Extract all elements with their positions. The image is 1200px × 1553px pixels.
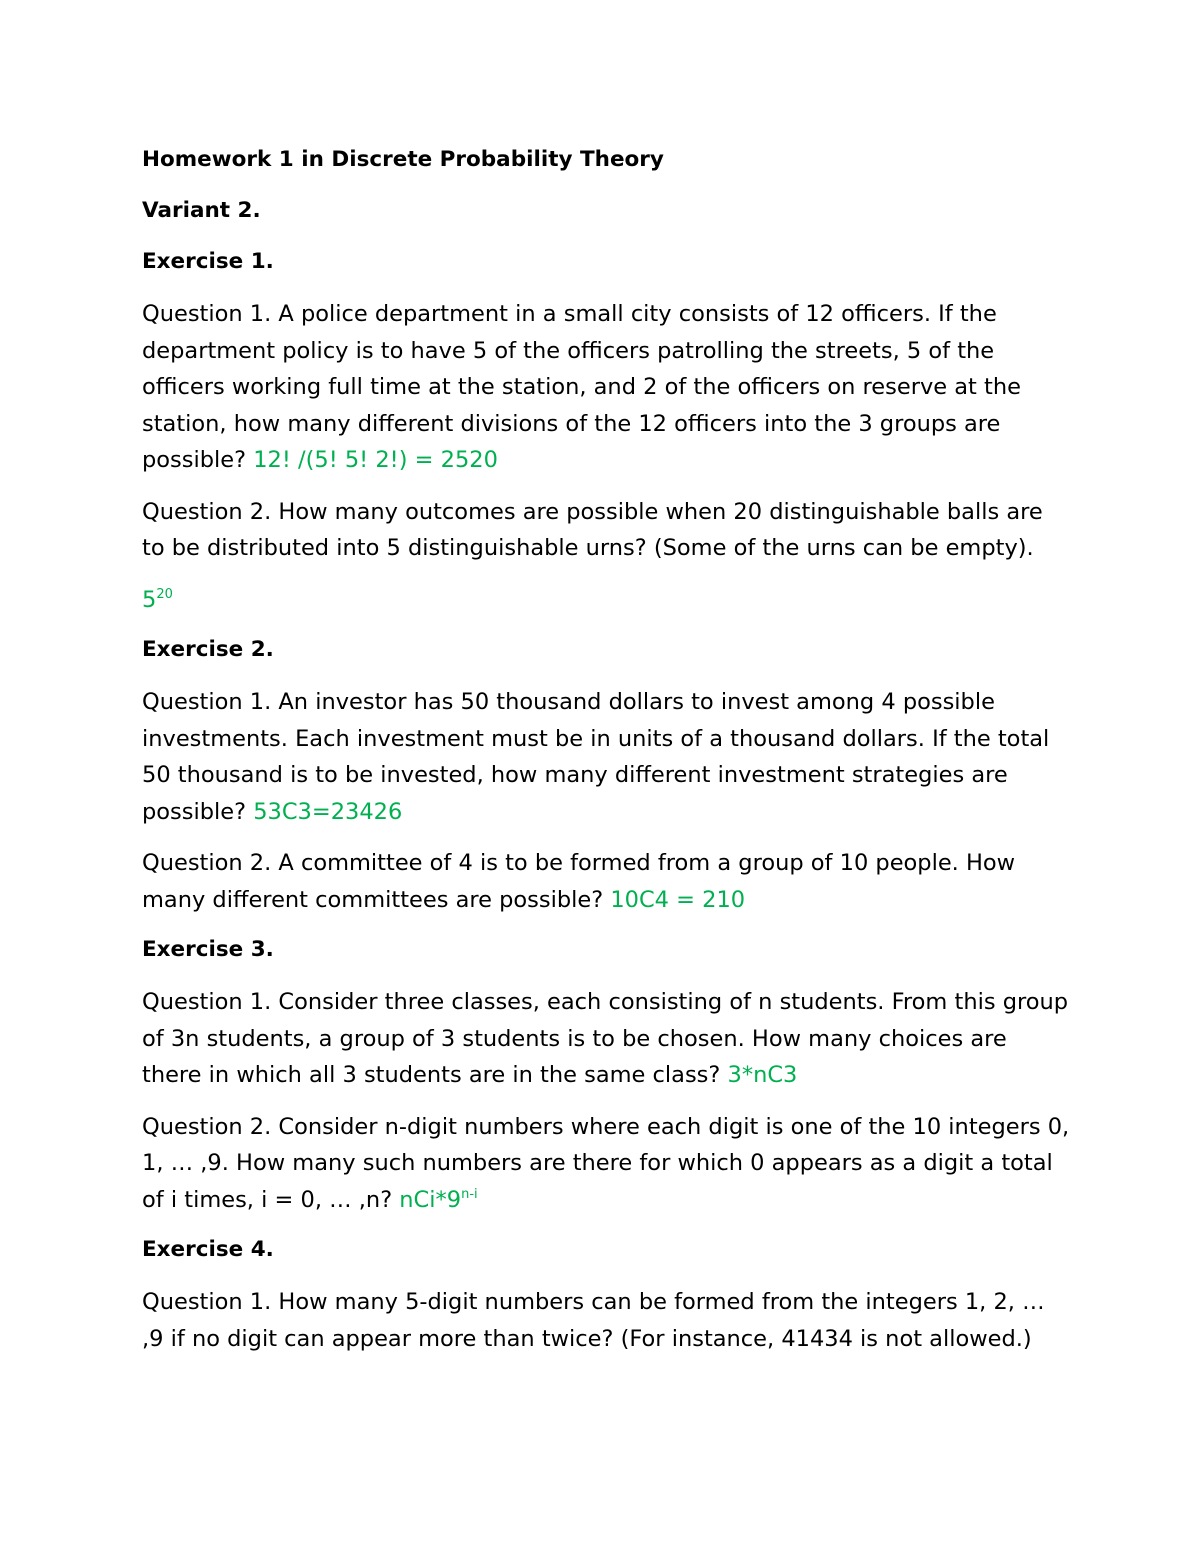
- exercise-3-question-2: [142, 1109, 1072, 1219]
- document-title: Homework 1 in Discrete Probability Theory: [142, 147, 664, 172]
- question-text: Question 1. Consider three classes, each consisting of n students. From this group of 3n students, a group of 3 students is to be chosen. How many choices are there in which all 3 students are in the same class?: [142, 989, 1069, 1088]
- question-text: Question 2. A committee of 4 is to be formed from a group of 10 people. How many different committees are possible?: [142, 850, 1016, 913]
- question-text: Question 1. A police department in a small city consists of 12 officers. If the department policy is to have 5 of the officers patrolling the streets, 5 of the officers working full time at the station, and 2 of the officers on reserve at the station, how many different divisions of the 12 officers into the 3 groups are possible?: [142, 301, 1021, 473]
- answer-exponent: 20: [156, 586, 173, 602]
- exercise-1-question-2: [142, 494, 1072, 567]
- answer: 12! /(5! 5! 2!) = 2520: [253, 447, 498, 473]
- answer-base: 5: [142, 586, 157, 613]
- answer: 3*nC3: [727, 1062, 798, 1088]
- exercise-4-question-1: [142, 1284, 1072, 1357]
- exercise-3-question-1: [142, 984, 1072, 1094]
- answer: [399, 1187, 477, 1213]
- exercise-4-heading: Exercise 4.: [142, 1237, 274, 1262]
- document-page: [142, 143, 1072, 1372]
- exercise-3-heading: Exercise 3.: [142, 937, 274, 962]
- answer-exponent: n-i: [461, 1186, 478, 1202]
- exercise-2-heading: Exercise 2.: [142, 637, 274, 662]
- question-text: Question 2. Consider n-digit numbers where each digit is one of the 10 integers 0, 1, … ,9. How many such numbers are there for which 0 appears as a digit a total of i times, i = 0, … ,n?: [142, 1113, 1070, 1213]
- answer-base: nCi*9: [399, 1186, 462, 1213]
- exercise-2-question-1: [142, 684, 1072, 830]
- answer: 10C4 = 210: [610, 886, 746, 913]
- question-text: Question 1. An investor has 50 thousand dollars to invest among 4 possible investments. Each investment must be in units of a thousand dollars. If the total 50 thousand is to be invested, how many different investment strategies are possible?: [142, 689, 1050, 825]
- question-text: Question 2. How many outcomes are possible when 20 distinguishable balls are to be distributed into 5 distinguishable urns? (Some of the urns can be empty).: [142, 498, 1043, 561]
- answer: 53C3=23426: [253, 798, 403, 825]
- question-text: Question 1. How many 5-digit numbers can be formed from the integers 1, 2, … ,9 if no digit can appear more than twice? (For instance, 41434 is not allowed.): [142, 1289, 1045, 1352]
- exercise-1-question-2-answer: [142, 582, 1072, 619]
- exercise-2-question-2: [142, 845, 1072, 918]
- exercise-1-question-1: [142, 296, 1072, 479]
- exercise-1-heading: Exercise 1.: [142, 249, 274, 274]
- variant-label: Variant 2.: [142, 198, 261, 223]
